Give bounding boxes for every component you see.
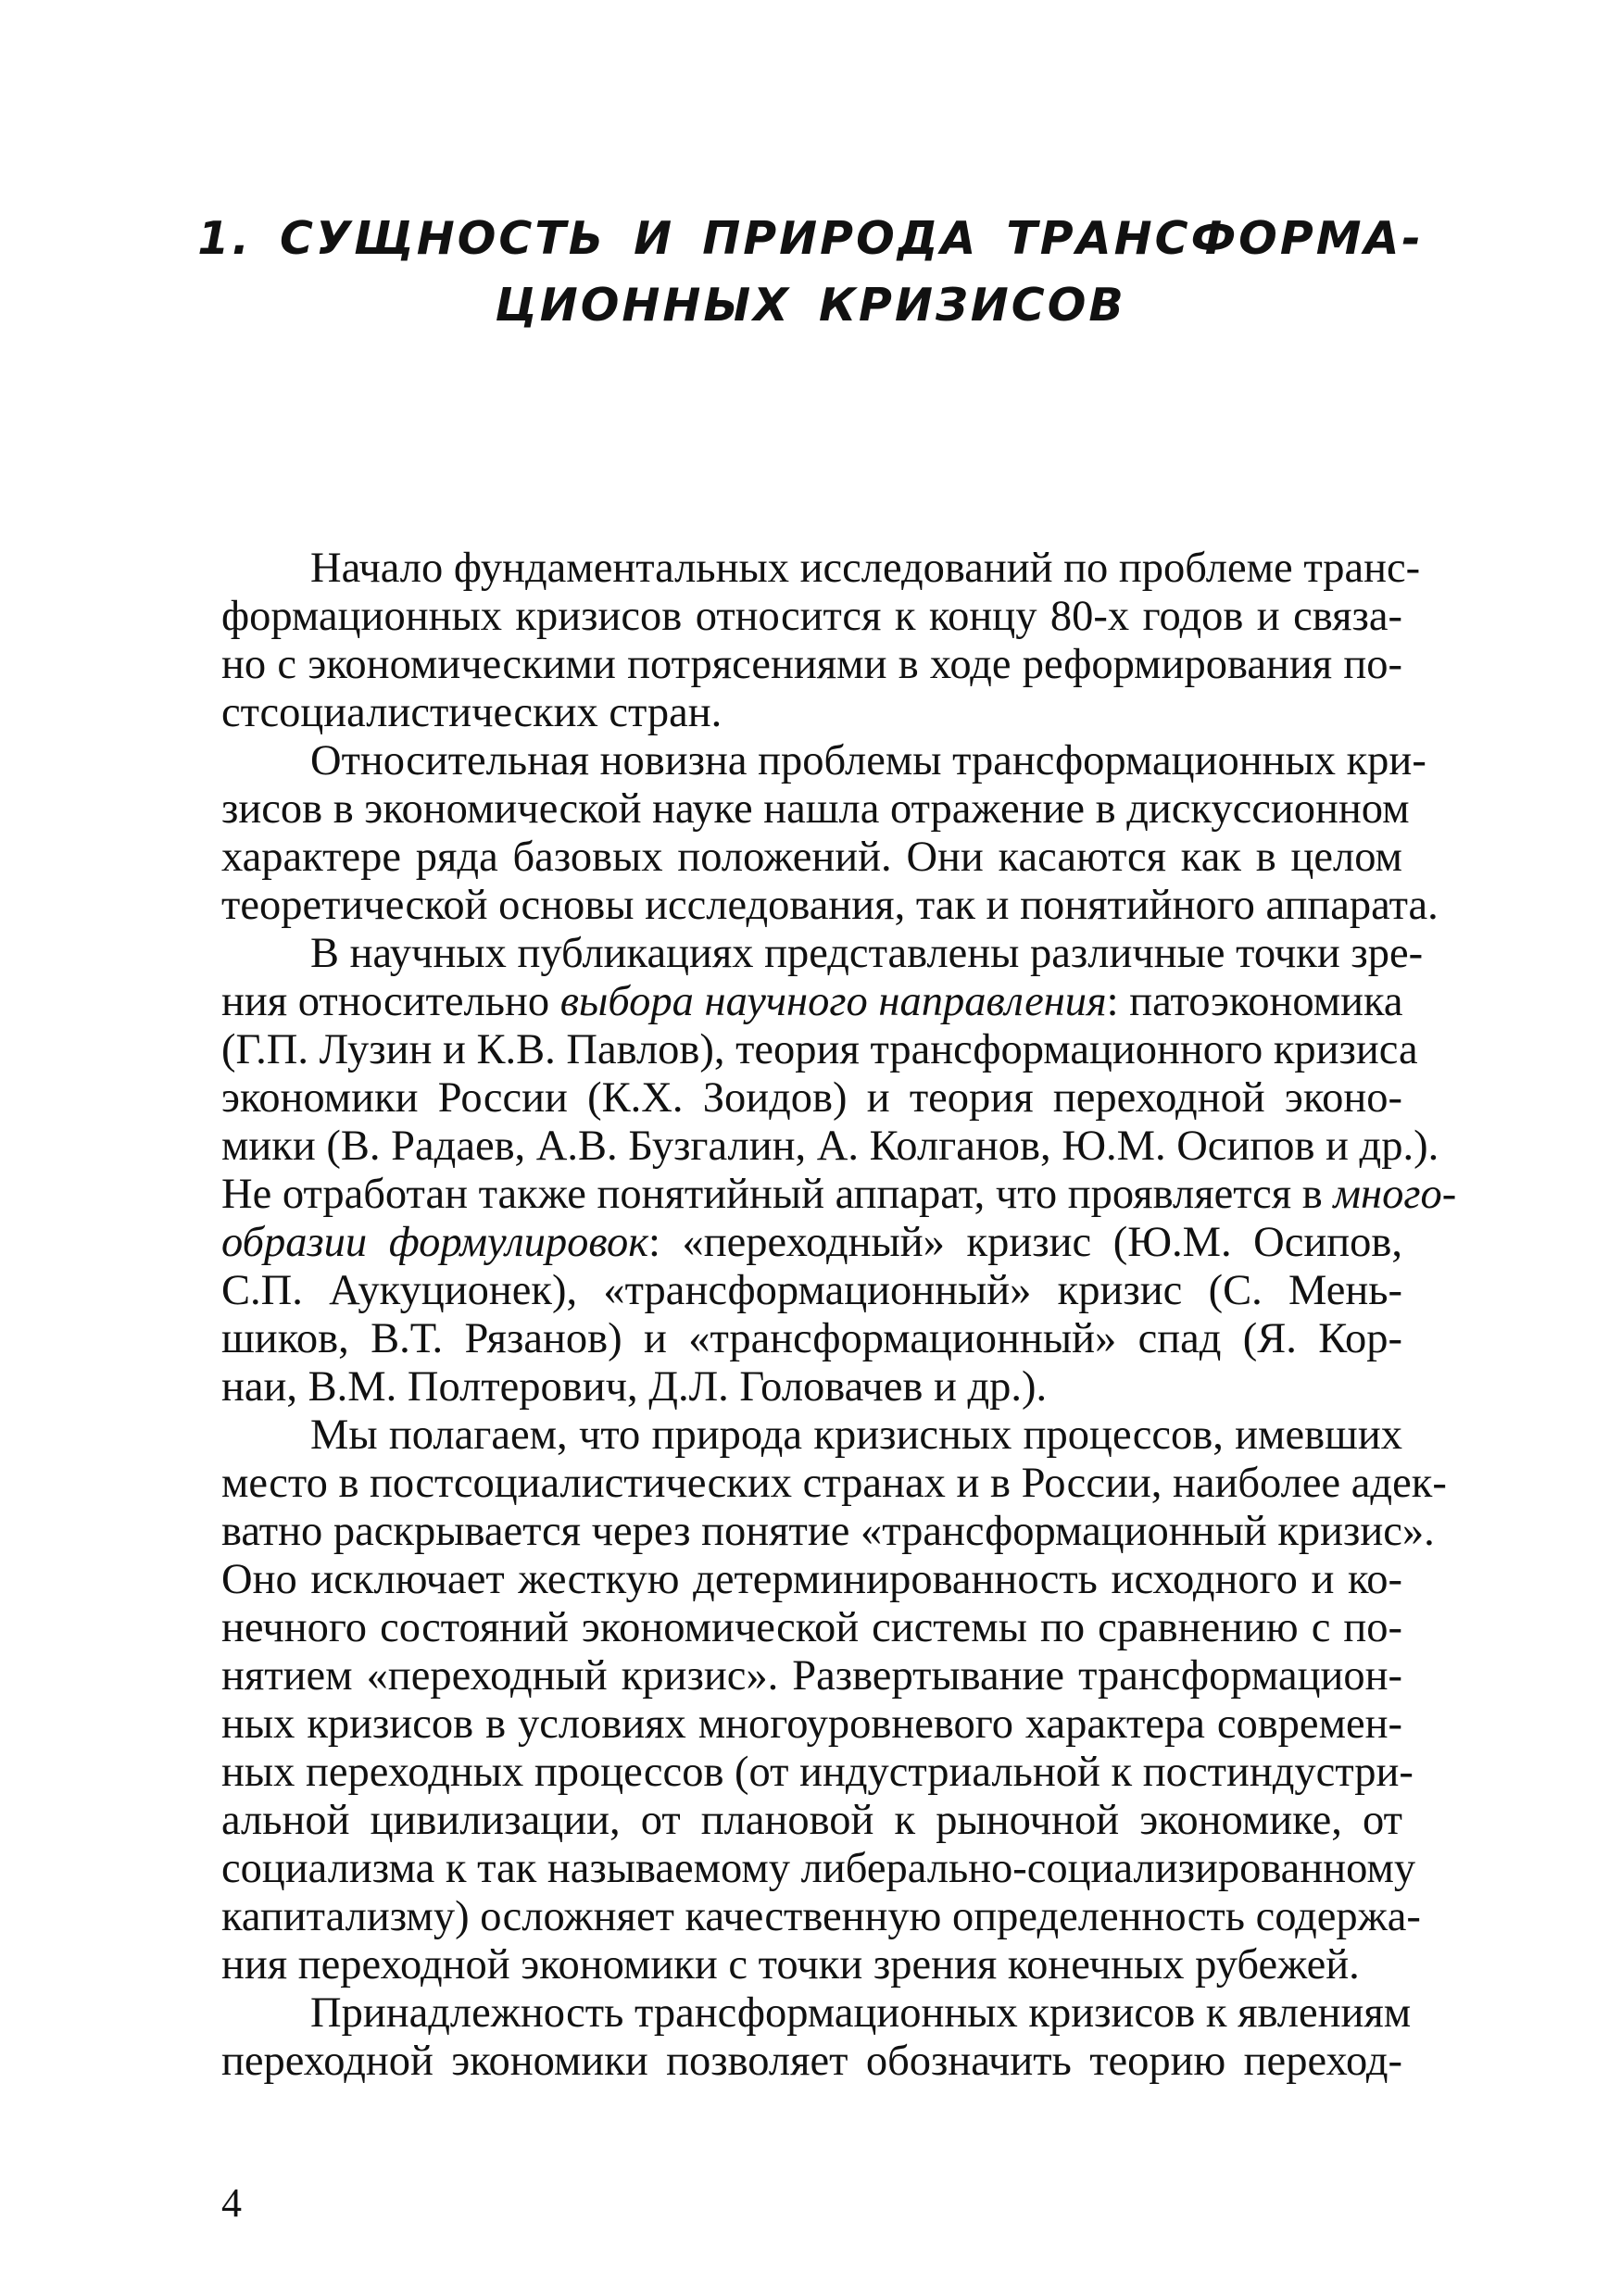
text-line: но с экономическими потрясениями в ходе реформирования по-	[221, 641, 1402, 688]
text-segment: Не отработан также понятийный аппарат, что проявляется в	[221, 1171, 1334, 1218]
paragraph	[221, 1989, 1412, 2086]
text-line	[221, 1219, 1402, 1267]
emphasis-text: образии формулировок	[221, 1219, 649, 1266]
emphasis-text: много-	[1333, 1171, 1457, 1218]
body-text	[221, 545, 1457, 2086]
paragraph	[221, 737, 1439, 930]
text-line: ния переходной экономики с точки зрения конечных рубежей.	[221, 1941, 1360, 1989]
text-line: нятием «переходный кризис». Развертывание трансформацион-	[221, 1652, 1402, 1700]
emphasis-text: выбора научного направления	[559, 978, 1107, 1025]
text-line: стсоциалистических стран.	[221, 689, 723, 736]
text-line: зисов в экономической науке нашла отражение в дискуссионном	[221, 785, 1410, 833]
text-line: формационных кризисов относится к концу 80-х годов и связа-	[221, 593, 1402, 640]
text-line: социализма к так называемому либерально-социализированному	[221, 1845, 1416, 1892]
paragraph	[221, 930, 1457, 1411]
text-line	[221, 1171, 1457, 1219]
text-line: нечного состояний экономической системы по сравнению с по-	[221, 1604, 1402, 1651]
text-line: альной цивилизации, от плановой к рыночной экономике, от	[221, 1797, 1402, 1844]
text-line: Оно исключает жесткую детерминированность исходного и ко-	[221, 1556, 1402, 1603]
text-line	[221, 978, 1402, 1026]
text-segment: ния относительно	[221, 978, 560, 1025]
page-number: 4	[221, 2180, 242, 2226]
text-line: капитализму) осложняет качественную определенность содержа-	[221, 1893, 1421, 1940]
text-segment: : «переходный» кризис (Ю.М. Осипов,	[648, 1219, 1402, 1266]
text-line: ватно раскрывается через понятие «трансформационный кризис».	[221, 1508, 1435, 1555]
chapter-heading-line-1: 1. СУЩНОСТЬ И ПРИРОДА ТРАНСФОРМА-	[197, 212, 1424, 265]
text-line: наи, В.М. Полтерович, Д.Л. Головачев и др.).	[221, 1363, 1048, 1411]
text-line: (Г.П. Лузин и К.В. Павлов), теория трансформационного кризиса	[221, 1026, 1418, 1073]
text-line: В научных публикациях представлены различные точки зре-	[310, 930, 1424, 977]
text-line: Принадлежность трансформационных кризисов к явлениям	[310, 1989, 1412, 2037]
text-line: Начало фундаментальных исследований по проблеме транс-	[310, 545, 1421, 592]
text-line: характере ряда базовых положений. Они касаются как в целом	[221, 834, 1402, 881]
text-line: теоретической основы исследования, так и понятийного аппарата.	[221, 882, 1439, 929]
paragraph	[221, 545, 1421, 737]
text-line: переходной экономики позволяет обозначить теорию переход-	[221, 2038, 1402, 2085]
text-line: экономики России (К.Х. Зоидов) и теория переходной эконо-	[221, 1074, 1402, 1122]
text-line: ных переходных процессов (от индустриальной к постиндустри-	[221, 1749, 1414, 1796]
text-line: мики (В. Радаев, А.В. Бузгалин, А. Колганов, Ю.М. Осипов и др.).	[221, 1123, 1439, 1170]
text-line: шиков, В.Т. Рязанов) и «трансформационный» спад (Я. Кор-	[221, 1315, 1402, 1362]
text-line: Относительная новизна проблемы трансформационных кри-	[310, 737, 1426, 784]
text-line: С.П. Аукуционек), «трансформационный» кризис (С. Мень-	[221, 1267, 1402, 1314]
text-line: ных кризисов в условиях многоуровневого характера современ-	[221, 1700, 1402, 1748]
chapter-heading	[167, 206, 1454, 339]
chapter-heading-line-2: ЦИОННЫХ КРИЗИСОВ	[495, 279, 1126, 332]
text-line: Мы полагаем, что природа кризисных процессов, имевших	[310, 1411, 1402, 1459]
paragraph	[221, 1411, 1447, 1989]
text-segment: : патоэкономика	[1106, 978, 1403, 1025]
text-line: место в постсоциалистических странах и в России, наиболее адек-	[221, 1460, 1447, 1507]
